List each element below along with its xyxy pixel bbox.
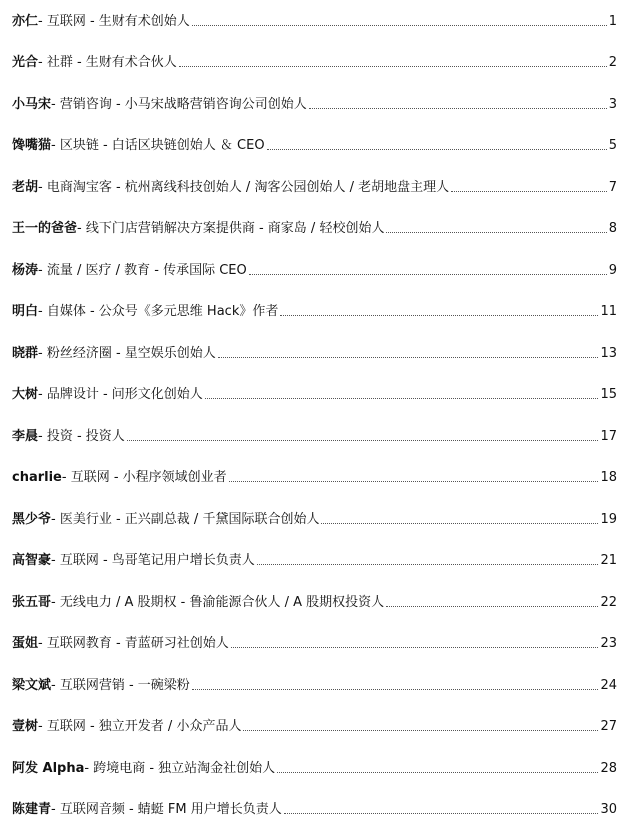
entry-description: - 流量 / 医疗 / 教育 - 传承国际 CEO [38, 263, 247, 278]
dot-leader [284, 813, 599, 814]
entry-name: 大树 [12, 387, 39, 402]
toc-entry[interactable] [12, 338, 617, 362]
dot-leader [179, 66, 607, 67]
dot-leader [277, 772, 598, 773]
entry-name: 张五哥 [12, 595, 52, 610]
entry-description: - 无线电力 / A 股期权 - 鲁渝能源合伙人 / A 股期权投资人 [51, 595, 385, 610]
entry-name: 壹树 [12, 719, 39, 734]
page-number: 28 [600, 761, 617, 776]
toc-entry[interactable] [12, 6, 617, 30]
entry-description: - 线下门店营销解决方案提供商 - 商家岛 / 轻校创始人 [77, 221, 385, 236]
toc-entry[interactable] [12, 753, 617, 777]
dot-leader [280, 315, 598, 316]
entry-name: 黑少爷 [12, 512, 52, 527]
entry-description: - 投资 - 投资人 [38, 429, 125, 444]
entry-name: 蛋姐 [12, 636, 39, 651]
toc-entry[interactable] [12, 172, 617, 196]
entry-description: - 电商淘宝客 - 杭州离线科技创始人 / 淘客公园创始人 / 老胡地盘主理人 [38, 180, 450, 195]
entry-description: - 互联网 - 生财有术创始人 [38, 14, 190, 29]
toc-entry[interactable] [12, 89, 617, 113]
entry-name: 小马宋 [12, 97, 52, 112]
dot-leader [451, 191, 607, 192]
dot-leader [127, 440, 599, 441]
toc-entry[interactable] [12, 47, 617, 71]
entry-description: - 营销咨询 - 小马宋战略营销咨询公司创始人 [51, 97, 307, 112]
page-number: 23 [600, 636, 617, 651]
entry-name: 王一的爸爸 [12, 221, 78, 236]
entry-name: 老胡 [12, 180, 39, 195]
toc-entry[interactable] [12, 255, 617, 279]
entry-description: - 互联网 - 小程序领域创业者 [61, 470, 227, 485]
dot-leader [249, 274, 607, 275]
toc-entry[interactable] [12, 794, 617, 818]
page-number: 5 [608, 138, 617, 153]
toc-entry[interactable] [12, 711, 617, 735]
toc-entry[interactable] [12, 628, 617, 652]
entry-description: - 互联网 - 鸟哥笔记用户增长负责人 [51, 553, 255, 568]
page-number: 11 [600, 304, 617, 319]
page-number: 15 [600, 387, 617, 402]
entry-description: - 互联网营销 - 一碗梁粉 [51, 678, 190, 693]
dot-leader [386, 606, 598, 607]
dot-leader [218, 357, 599, 358]
page-number: 27 [600, 719, 617, 734]
page-number: 13 [600, 346, 617, 361]
entry-name: 馋嘴猫 [12, 138, 52, 153]
dot-leader [257, 564, 599, 565]
entry-name: 陈建青 [12, 802, 52, 817]
entry-description: - 互联网 - 独立开发者 / 小众产品人 [38, 719, 242, 734]
toc-entry[interactable] [12, 587, 617, 611]
toc-entry[interactable] [12, 421, 617, 445]
toc-entry[interactable] [12, 504, 617, 528]
entry-description: - 互联网音频 - 蜻蜓 FM 用户增长负责人 [51, 802, 282, 817]
dot-leader [229, 481, 599, 482]
entry-description: - 区块链 - 白话区块链创始人 ＆ CEO [51, 138, 265, 153]
entry-description: - 品牌设计 - 问形文化创始人 [38, 387, 203, 402]
page-number: 9 [608, 263, 617, 278]
entry-name: 李晨 [12, 429, 39, 444]
page-number: 21 [600, 553, 617, 568]
page-number: 24 [600, 678, 617, 693]
toc-entry[interactable] [12, 379, 617, 403]
entry-name: 晓群 [12, 346, 39, 361]
toc-entry[interactable] [12, 130, 617, 154]
page-number: 19 [600, 512, 617, 527]
entry-name: 阿发 Alpha [12, 761, 85, 776]
entry-name: 杨涛 [12, 263, 39, 278]
page-number: 8 [608, 221, 617, 236]
dot-leader [192, 689, 599, 690]
entry-description: - 互联网教育 - 青蓝研习社创始人 [38, 636, 229, 651]
page-number: 1 [608, 14, 617, 29]
dot-leader [205, 398, 599, 399]
entry-name: 亦仁 [12, 14, 39, 29]
entry-description: - 跨境电商 - 独立站淘金社创始人 [84, 761, 276, 776]
entry-description: - 社群 - 生财有术合伙人 [38, 55, 177, 70]
toc-entry[interactable] [12, 670, 617, 694]
entry-name: 梁文斌 [12, 678, 52, 693]
page-number: 7 [608, 180, 617, 195]
entry-description: - 医美行业 - 正兴副总裁 / 千黛国际联合创始人 [51, 512, 320, 527]
page-number: 17 [600, 429, 617, 444]
toc-entry[interactable] [12, 545, 617, 569]
entry-name: charlie [12, 470, 62, 485]
dot-leader [231, 647, 599, 648]
dot-leader [243, 730, 598, 731]
page-number: 2 [608, 55, 617, 70]
entry-name: 光合 [12, 55, 39, 70]
entry-description: - 粉丝经济圈 - 星空娱乐创始人 [38, 346, 216, 361]
page-number: 30 [600, 802, 617, 817]
dot-leader [192, 25, 607, 26]
page-number: 3 [608, 97, 617, 112]
toc-entry[interactable] [12, 296, 617, 320]
toc-entry[interactable] [12, 462, 617, 486]
dot-leader [267, 149, 607, 150]
entry-name: 明白 [12, 304, 39, 319]
toc-entry[interactable] [12, 213, 617, 237]
page-number: 22 [600, 595, 617, 610]
entry-name: 高智豪 [12, 553, 52, 568]
dot-leader [386, 232, 606, 233]
entry-description: - 自媒体 - 公众号《多元思维 Hack》作者 [38, 304, 279, 319]
dot-leader [309, 108, 607, 109]
page-number: 18 [600, 470, 617, 485]
dot-leader [321, 523, 598, 524]
